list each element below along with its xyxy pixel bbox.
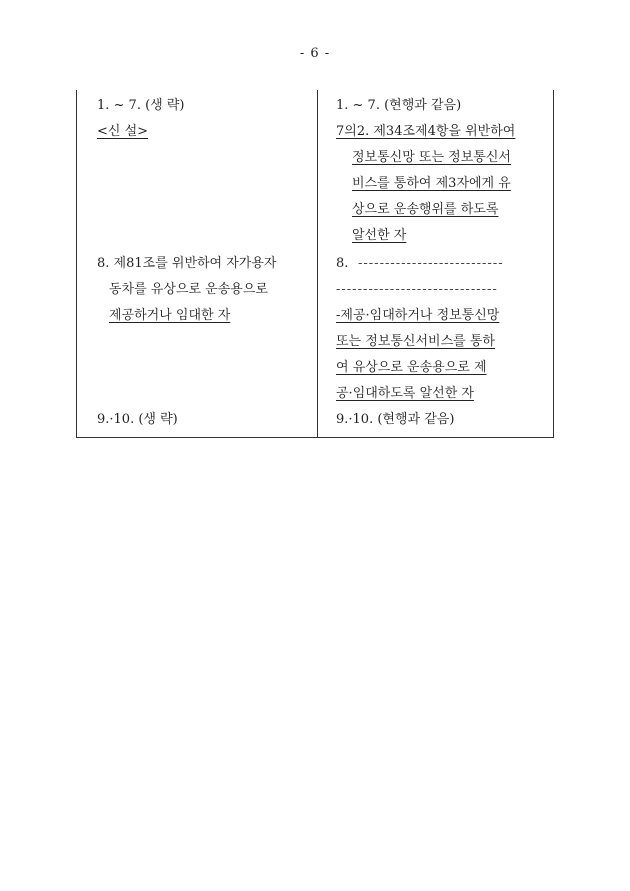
comparison-table [76,90,554,438]
current-law-column [77,90,317,437]
right-item-8-dashes1: --------------------------- [358,256,504,271]
left-item-9-10: 9.·10. (생 략) [97,412,178,427]
right-item-7-2-line4: 상으로 운송행위를 하도록 [352,202,499,217]
left-item-1-7: 1. ~ 7. (생 략) [97,98,185,113]
page-number: - 6 - [299,46,331,61]
right-item-9-10: 9.·10. (현행과 같음) [336,412,455,427]
left-item-8-line2: 동차를 유상으로 운송용으로 [109,282,268,297]
right-item-1-7: 1. ~ 7. (현행과 같음) [336,98,462,113]
right-item-8-line5: 여 유상으로 운송용으로 제 [336,360,487,375]
right-item-8-line6: 공·임대하도록 알선한 자 [336,386,474,401]
left-item-8-line1: 8. 제81조를 위반하여 자가용자 [97,256,277,271]
right-item-7-2-line1: 7의2. 제34조제4항을 위반하여 [336,124,516,139]
right-item-7-2-line3: 비스를 통하여 제3자에게 유 [352,176,511,191]
right-item-7-2-line2: 정보통신망 또는 정보통신서 [352,150,511,165]
right-item-8-line4: 또는 정보통신서비스를 통하 [336,334,495,349]
amendment-column [318,90,555,437]
right-item-8-line3: -제공·임대하거나 정보통신망 [336,308,500,323]
left-new-clause: <신 설> [97,124,149,139]
right-item-7-2-line5: 알선한 자 [352,228,407,243]
right-item-8-dashes2: ------------------------------ [336,282,498,297]
left-item-8-line3: 제공하거나 임대한 자 [109,308,231,323]
right-item-8-prefix: 8. [336,256,349,271]
